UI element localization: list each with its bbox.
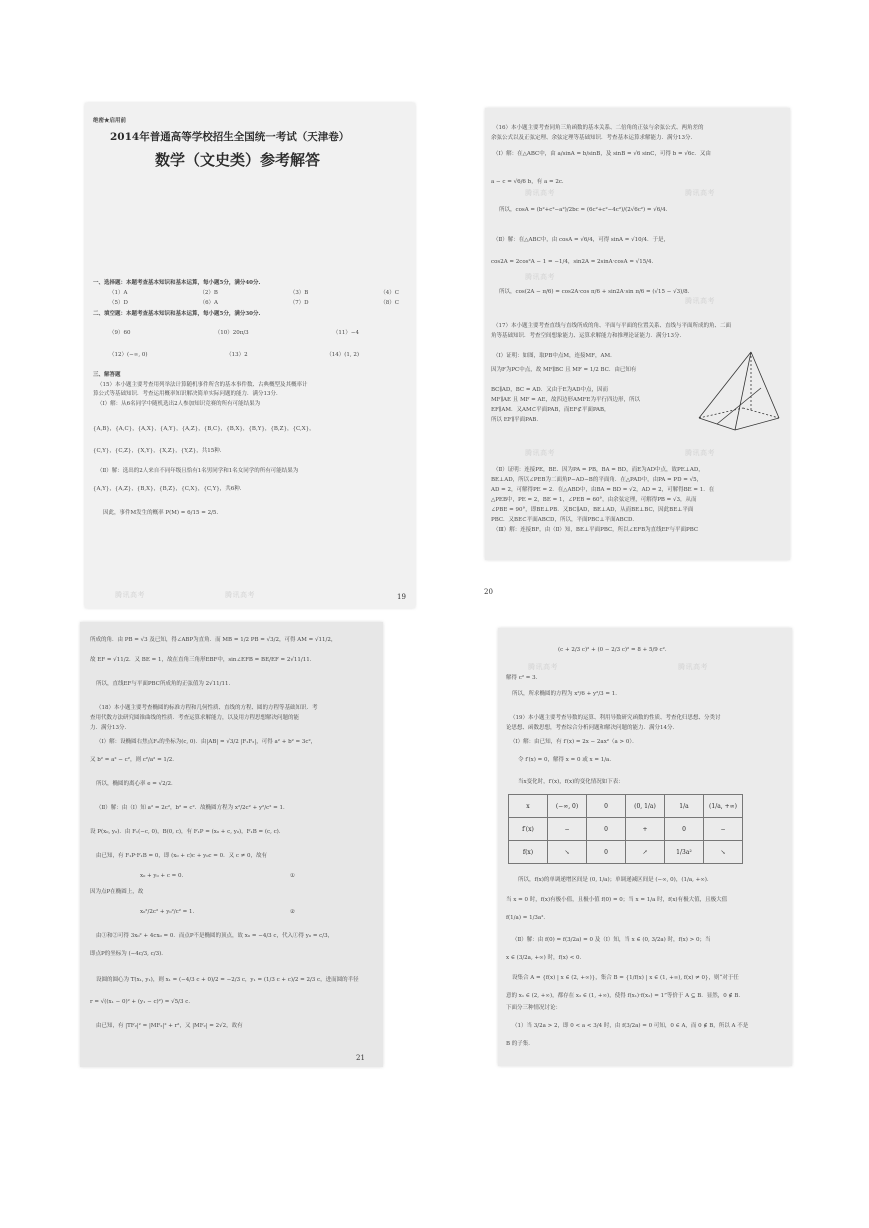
- q17-part-3: （Ⅲ）解：连接BF，由（Ⅱ）知，BE⊥平面PBC，所以∠EFB为直线EF与平面PBC: [493, 527, 699, 533]
- q18-line-9: 由已知，有 F₁P·F₁B = 0，即 (x₀ + c)c + y₀c = 0．又 c ≠ 0，故有: [96, 853, 268, 859]
- table-cell: 1/a: [665, 795, 704, 818]
- answer-7: （7）D: [289, 300, 309, 306]
- q16-intro: （16）本小题主要考查同角三角函数的基本关系、二倍角的正弦与余弦公式、两角差的: [493, 125, 704, 131]
- confidential-stamp: 绝密★启用前: [93, 118, 127, 124]
- table-cell: ↘: [548, 841, 587, 864]
- q18-equation-1-number: ①: [290, 873, 295, 879]
- fill-answers-row-2: [109, 351, 359, 359]
- answer-2: （2）B: [199, 290, 218, 296]
- q17-part-1: （Ⅰ）证明：如图，取PB中点M，连接MF，AM．: [493, 353, 616, 359]
- q19-intro: （19）本小题主要考查导数的运算、利用导数研究函数的性质、考查化归思想、分类讨: [510, 715, 721, 721]
- answer-6: （6）A: [199, 300, 219, 306]
- watermark: 腾讯高考: [528, 663, 558, 671]
- q18-result-line-2: 所以，所求椭圆的方程为 x²/6 + y²/3 = 1．: [512, 691, 621, 697]
- watermark: 腾讯高考: [525, 449, 555, 457]
- q17-cont-line-3: 所以，直线EF与平面PBC所成角的正弦值为 2√11/11．: [96, 681, 234, 687]
- watermark: 腾讯高考: [685, 297, 715, 305]
- table-cell: f(x): [509, 841, 548, 864]
- table-cell: −: [548, 818, 587, 841]
- page-number: 19: [397, 593, 406, 601]
- document-page-2: [485, 108, 790, 560]
- q16-line-5: cos2A = 2cos²A − 1 = −1/4，sin2A = 2sinA·cosA = √15/4．: [491, 259, 658, 265]
- variation-table: [508, 794, 743, 864]
- q18-intro-3: 力．满分13分．: [90, 725, 130, 731]
- answer-3: （3）B: [289, 290, 309, 296]
- table-cell: x: [509, 795, 548, 818]
- section-solutions-heading: 三、解答题: [93, 372, 121, 378]
- q17-line-4: MF∥AE 且 MF = AE，故四边形AMFE为平行四边形，所以: [491, 397, 640, 403]
- table-cell: ↗: [626, 841, 665, 864]
- q19-line-6: 所以，f(x)的单调递增区间是 (0, 1/a)；单调递减区间是 (−∞, 0)，(1/a, +∞)．: [518, 877, 713, 883]
- q17-cont-line-2: 故 EF = √11/2．又 BE = 1，故在直角三角形EBF中，sin∠EFB = BE/EF = 2√11/11．: [90, 657, 316, 663]
- answer-14: （14）(1, 2): [326, 352, 359, 358]
- answer-13: （13）2: [226, 352, 248, 358]
- page-number: 21: [356, 1054, 365, 1062]
- q15-part-1: （Ⅰ）解：从6名同学中随机选出2人参加知识竞赛的所有可能结果为: [97, 401, 261, 407]
- q19-part-2: （Ⅱ）解：由 f(0) = f(3/2a) = 0 及（Ⅰ）知，当 x ∈ (0, 3/2a) 时，f(x) > 0；当: [512, 937, 711, 943]
- watermark: 腾讯高考: [115, 591, 145, 599]
- q19-line-8: f(1/a) = 1/3a²．: [506, 915, 549, 921]
- answer-1: （1）A: [109, 290, 128, 296]
- q18-line-11: 因为点P在椭圆上，故: [90, 889, 144, 895]
- q18-equation-2-number: ②: [290, 909, 295, 915]
- pyramid-figure: [691, 348, 783, 438]
- table-row: [509, 818, 743, 841]
- q18-line-5: 又 b² = a² − c²，则 c²/a² = 1/2．: [90, 757, 178, 763]
- answer-5: （5）D: [109, 300, 128, 306]
- q19-line-10: x ∈ (3/2a, +∞) 时，f(x) < 0．: [506, 955, 586, 961]
- page-number: 20: [484, 588, 493, 596]
- q18-line-17: 由已知，有 |TF₂|² = |MF₂|² + r²，又 |MF₂| = 2√2，故有: [96, 1023, 243, 1029]
- exam-subtitle: 数学（文史类）参考解答: [155, 151, 321, 169]
- q19-line-11: 设集合 A = {f(x) | x ∈ (2, +∞)}，集合 B = {1/f(x) | x ∈ (1, +∞), f(x) ≠ 0}，则“对于任: [512, 975, 739, 981]
- q18-line-16: r = √((x₁ − 0)² + (y₁ − c)²) = √5/3 c．: [90, 999, 194, 1005]
- q19-intro-2: 论思想、函数思想，考查综合分析问题和解决问题的能力．满分14分．: [506, 725, 679, 731]
- table-row: [509, 841, 743, 864]
- choice-answers-row-1: [109, 289, 399, 297]
- q15-results-1: {A,B}，{A,C}，{A,X}，{A,Y}，{A,Z}，{B,C}，{B,X}，{B,Y}，{B,Z}，{C,X}，: [93, 426, 315, 432]
- q15-intro: （15）本小题主要考查用列举法计算随机事件所含的基本事件数、古典概型及其概率计: [97, 382, 308, 388]
- q17-intro: （17）本小题主要考查直线与直线所成的角、平面与平面的位置关系、直线与平面所成的角、二面: [493, 323, 732, 329]
- watermark: 腾讯高考: [678, 663, 708, 671]
- table-cell: (1/a, +∞): [704, 795, 743, 818]
- q17-line-5: EF∥AM．又AM⊂平面PAB，而EF⊄平面PAB，: [491, 407, 610, 413]
- q16-part-2: （Ⅱ）解：在△ABC中，由 cosA = √6/4，可得 sinA = √10/4．于是，: [493, 237, 669, 243]
- q17-line-11: ∠PBE = 90°，即BE⊥PB．又BC∥AD，BE⊥AD，从而BE⊥BC，因此BE⊥平面: [491, 507, 694, 513]
- q15-intro-2: 算公式等基础知识．考查运用概率知识解决简单实际问题的能力．满分13分．: [93, 391, 282, 397]
- q15-part-2: （Ⅱ）解：选出的2人来自不同年级且恰有1名男同学和1名女同学的所有可能结果为: [97, 468, 299, 474]
- q17-intro-2: 角等基础知识．考查空间想象能力、运算求解能力和推理论证能力．满分13分．: [491, 333, 686, 339]
- q17-line-3: BC∥AD，BC = AD．又由于E为AD中点，因而: [491, 387, 609, 393]
- q18-line-8: 设 P(x₀, y₀)．由 F₁(−c, 0)，B(0, c)，有 F₁P = (x₀ + c, y₀)，F₁B = (c, c)．: [90, 829, 285, 835]
- q18-equation-2: x₀²/2c² + y₀²/c² = 1．: [140, 909, 199, 915]
- table-cell: 0: [587, 818, 626, 841]
- table-cell: 0: [587, 841, 626, 864]
- table-cell: ↘: [704, 841, 743, 864]
- q17-line-12: PBC．又BE⊂平面ABCD，所以，平面PBC⊥平面ABCD．: [491, 517, 638, 523]
- q17-line-8: BE⊥AD，所以∠PEB为二面角P−AD−B的平面角．在△PAD中，由PA = PD = √5，: [491, 477, 703, 483]
- table-cell: 0: [587, 795, 626, 818]
- q18-line-13: 由①和②可得 3x₀² + 4cx₀ = 0．而点P不是椭圆的顶点，故 x₀ = −4/3 c，代入①得 y₀ = c/3，: [96, 933, 334, 939]
- choice-answers-row-2: [109, 299, 399, 307]
- watermark: 腾讯高考: [225, 591, 255, 599]
- q15-conclusion: 因此，事件M发生的概率 P(M) = 6/15 = 2/5.: [103, 510, 219, 516]
- watermark: 腾讯高考: [685, 449, 715, 457]
- q19-line-4: 令 f′(x) = 0，解得 x = 0 或 x = 1/a．: [518, 757, 615, 763]
- table-cell: +: [626, 818, 665, 841]
- q18-part-2: （Ⅱ）解：由（Ⅰ）知 a² = 2c²，b² = c²．故椭圆方程为 x²/2c² + y²/c² = 1．: [96, 805, 289, 811]
- q16-line-2: a − c = √6/6 b，有 a = 2c．: [491, 179, 568, 185]
- q15-results-2: {C,Y}，{C,Z}，{X,Y}，{X,Z}，{Y,Z}，共15种.: [93, 448, 222, 454]
- watermark: 腾讯高考: [525, 189, 555, 197]
- document-page-3: [80, 622, 383, 1067]
- q15-results-3: {A,Y}，{A,Z}，{B,X}，{B,Z}，{C,X}，{C,Y}，共6种.: [93, 486, 242, 492]
- table-row: [509, 795, 743, 818]
- q17-line-2: 因为F为PC中点，故 MF∥BC 且 MF = 1/2 BC．由已知有: [491, 367, 637, 373]
- answer-11: （11）−4: [332, 330, 359, 336]
- q18-part-1: （Ⅰ）解：设椭圆右焦点F₂的坐标为(c, 0)．由|AB| = √3/2 |F₁F₂|，可得 a² + b² = 3c²，: [96, 739, 317, 745]
- q19-line-7: 当 x = 0 时，f(x)有极小值，且极小值 f(0) = 0；当 x = 1/a 时，f(x)有极大值，且极大值: [506, 897, 728, 903]
- section-choice-heading: 一、选择题：本题考查基本知识和基本运算，每小题5分，满分40分.: [93, 280, 261, 286]
- q18-equation-1: x₀ + y₀ + c = 0．: [140, 873, 188, 879]
- answer-9: （9）60: [109, 330, 131, 336]
- q18-line-15: 设圆的圆心为 T(x₁, y₁)，则 x₁ = (−4/3 c + 0)/2 = −2/3 c，y₁ = (1/3 c + c)/2 = 2/3 c，进而圆的半径: [96, 977, 359, 983]
- q17-part-2: （Ⅱ）证明：连接PE，BE．因为PA = PB，BA = BD，而E为AD中点，故PE⊥AD，: [493, 467, 704, 473]
- answer-4: （4）C: [380, 290, 399, 296]
- answer-12: （12）(−∞, 0): [109, 352, 148, 358]
- table-cell: (−∞, 0): [548, 795, 587, 818]
- q16-part-1: （Ⅰ）解：在△ABC中，由 a/sinA = b/sinB，及 sinB = √6 sinC，可得 b = √6c．又由: [493, 151, 711, 157]
- q16-intro-2: 余弦公式以及正弦定理、余弦定理等基础知识．考查基本运算求解能力．满分13分．: [491, 135, 697, 141]
- q19-line-5: 当x变化时，f′(x)，f(x)的变化情况如下表：: [518, 779, 624, 785]
- eq-top: (c + 2/3 c)² + (0 − 2/3 c)² = 8 + 5/9 c²．: [558, 647, 671, 653]
- q17-cont-line-1: 所成的角．由 PB = √3 及已知，得∠ABP为直角．而 MB = 1/2 PB = √3/2，可得 AM = √11/2，: [90, 637, 337, 643]
- watermark: 腾讯高考: [685, 189, 715, 197]
- section-fill-heading: 二、填空题：本题考查基本知识和基本运算，每小题5分，满分30分.: [93, 311, 261, 317]
- q19-line-12: 意的 x₁ ∈ (2, +∞)，都存在 x₂ ∈ (1, +∞)，使得 f(x₁)·f(x₂) = 1”等价于 A ⊆ B．显然，0 ∉ B．: [506, 993, 744, 999]
- q18-line-6: 所以，椭圆的离心率 e = √2/2．: [96, 781, 177, 787]
- answer-8: （8）C: [380, 300, 399, 306]
- q19-line-15: B 的子集．: [506, 1041, 534, 1047]
- q16-line-6: 所以，cos(2A − π/6) = cos2A·cos π/6 + sin2A·sin π/6 = (√15 − √3)/8．: [499, 289, 694, 295]
- document-page-4: [498, 628, 792, 1066]
- q19-line-13: 下面分三种情况讨论：: [506, 1005, 562, 1011]
- table-cell: −: [704, 818, 743, 841]
- exam-title: 2014年普通高等学校招生全国统一考试（天津卷）: [110, 131, 350, 143]
- q18-intro-2: 查用代数方法研究圆锥曲线的性质．考查运算求解能力，以及用方程思想解决问题的能: [90, 715, 300, 721]
- answer-10: （10）20π/3: [214, 330, 249, 336]
- table-cell: (0, 1/a): [626, 795, 665, 818]
- document-page-1: [85, 103, 415, 608]
- table-cell: 1/3a²: [665, 841, 704, 864]
- q17-line-6: 所以 EF∥平面PAB．: [491, 417, 542, 423]
- q18-result-line-1: 解得 c² = 3．: [506, 675, 542, 681]
- q18-intro: （18）本小题主要考查椭圆的标准方程和几何性质、直线的方程、圆的方程等基础知识．考: [96, 705, 318, 711]
- q18-line-14: 即点P的坐标为 (−4c/3, c/3)．: [90, 951, 167, 957]
- q17-line-10: △PEB中，PE = 2，BE = 1，∠PEB = 60°，由余弦定理，可解得PB = √3，从而: [491, 497, 697, 503]
- q17-line-9: AD = 2，可解得PE = 2．在△ABD中，由BA = BD = √2，AD = 2，可解得BE = 1．在: [491, 487, 715, 493]
- q16-line-3: 所以，cosA = (b²+c²−a²)/2bc = (6c²+c²−4c²)/(2√6c²) = √6/4．: [499, 207, 672, 213]
- watermark: 腾讯高考: [525, 273, 555, 281]
- table-cell: 0: [665, 818, 704, 841]
- fill-answers-row-1: [109, 329, 359, 337]
- q19-part-1: （Ⅰ）解：由已知，有 f′(x) = 2x − 2ax²（a > 0）．: [510, 739, 638, 745]
- q19-line-14: （1）当 3/2a > 2，即 0 < a < 3/4 时，由 f(3/2a) = 0 可知，0 ∈ A，而 0 ∉ B，所以 A 不是: [512, 1023, 749, 1029]
- table-cell: f′(x): [509, 818, 548, 841]
